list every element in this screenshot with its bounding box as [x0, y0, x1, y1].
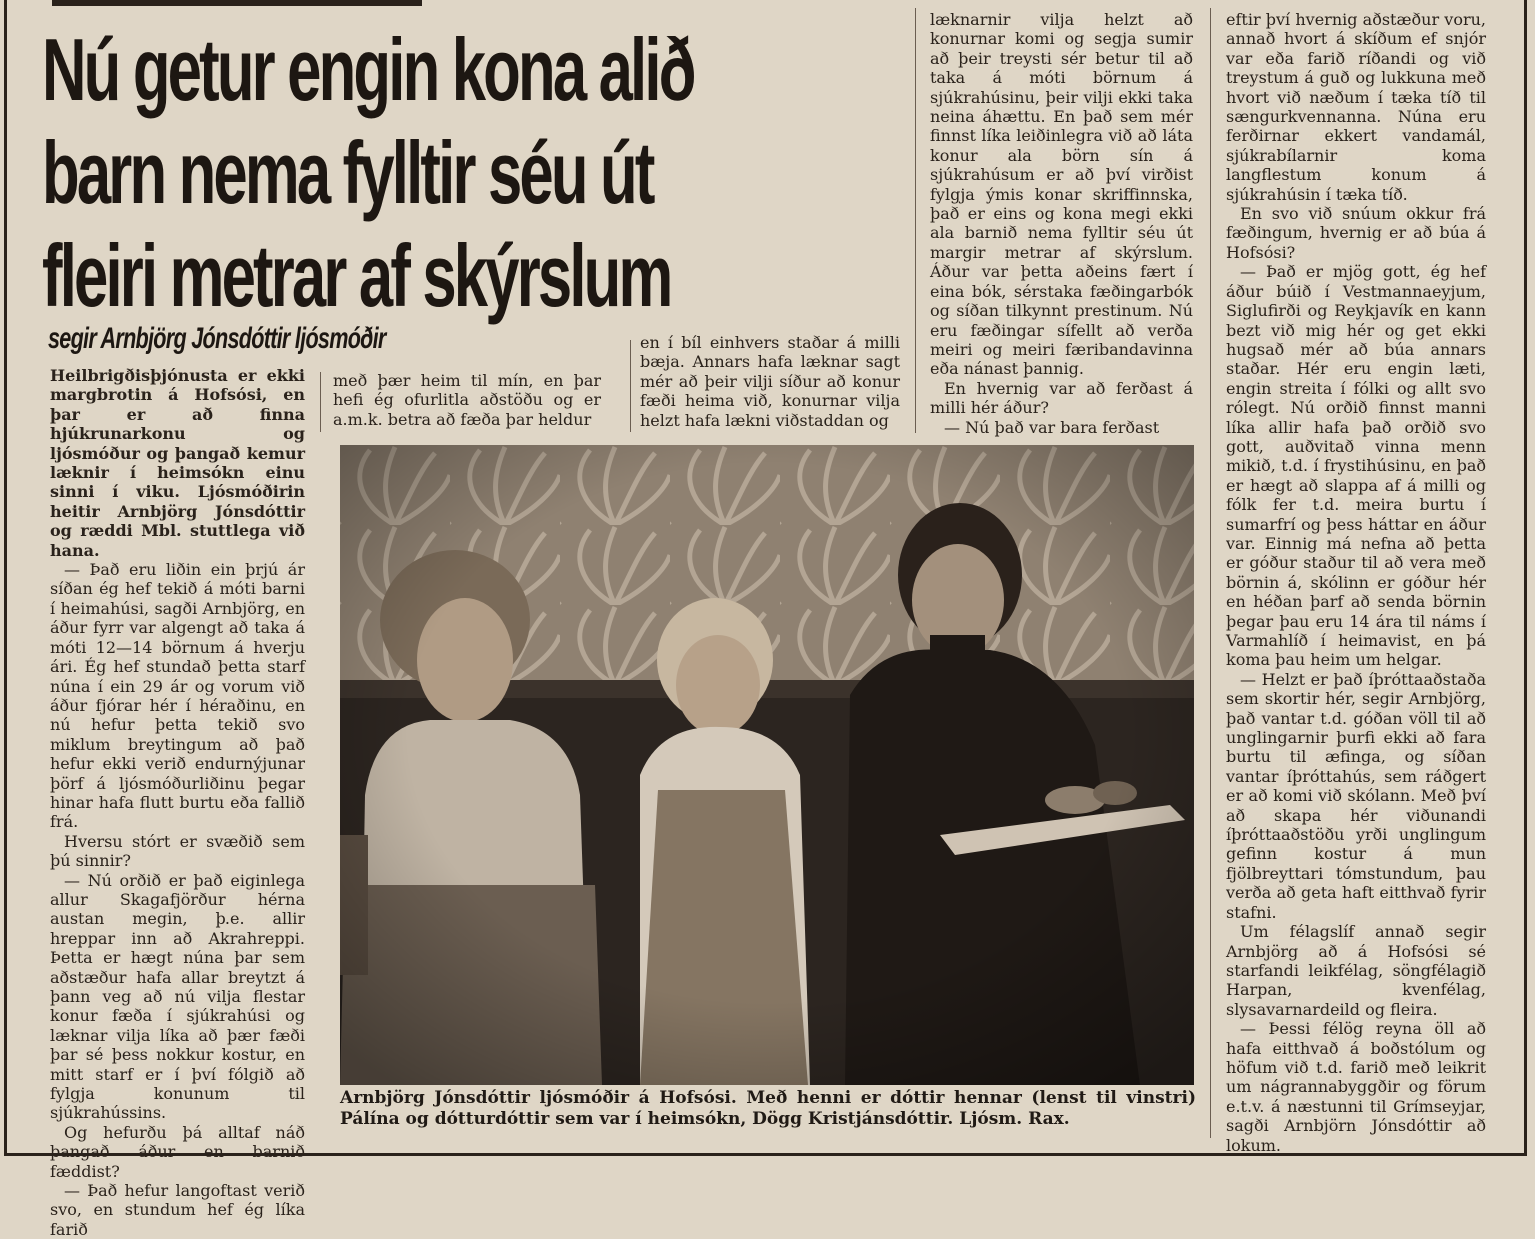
headline-line-1: Nú getur engin kona alið [42, 20, 694, 119]
article-paragraph: — Þessi félög reyna öll að hafa eitthvað á boðstólum og höfum við t.d. farið með leikrit um nágrannabyggðir og förum e.t.v. á næstunni til Grímseyjar, sagði Arnbjörn Jónsdóttir að lokum. [1226, 1019, 1486, 1155]
photo-caption: Arnbjörg Jónsdóttir ljósmóðir á Hofsósi. Með henni er dóttir hennar (lenst til vinstri) Pálína og dótturdóttir sem var í heimsókn, Dögg Kristjánsdóttir. Ljósm. Rax. [340, 1088, 1196, 1129]
article-paragraph: — Það er mjög gott, ég hef áður búið í Vestmannaeyjum, Siglufirði og Reykjavík en kann bezt við mig hér og get ekki hugsað mér að búa annars staðar. Hér eru engin læti, engin streita í fólki og allt svo rólegt. Nú orðið finnst manni líka allir hafa það orðið svo gott, auðvitað vinna menn mikið, t.d. í frystihúsinu, en það er hægt að slappa af á milli og fólk fer t.d. meira burtu í sumarfrí og þess háttar en áður var. Einnig má nefna að þetta er góður staður til að vera með börnin á, skólinn er góður hér en héðan þarf að senda börnin þegar þau eru 14 ára til náms í Varmahlíð í heimavist, en þá koma þau heim um helgar. [1226, 262, 1486, 670]
article-column-4 [930, 10, 1193, 437]
column-divider [1210, 8, 1211, 1138]
top-rule [52, 0, 422, 6]
photo-illustration [340, 445, 1194, 1085]
article-column-1 [50, 366, 305, 1239]
article-paragraph: Um félagslíf annað segir Arnbjörg að á Hofsósi sé starfandi leikfélag, söngfélagið Harpan, kvenfélag, slysavarnardeild og fleira. [1226, 922, 1486, 1019]
headline [42, 18, 694, 327]
article-lede: Heilbrigðisþjónusta er ekki margbrotin á Hofsósi, en þar er að finna hjúkrunarkonu og ljósmóður og þangað kemur læknir í heimsókn einu sinni í viku. Ljósmóðirin heitir Arnbjörg Jónsdóttir og ræddi Mbl. stuttlega við hana. [50, 366, 305, 560]
article-question: En svo við snúum okkur frá fæðingum, hvernig er að búa á Hofsósi? [1226, 204, 1486, 262]
article-paragraph: með þær heim til mín, en þar hefi ég ofurlitla aðstöðu og er a.m.k. betra að fæða þar heldur [333, 371, 601, 429]
article-question: Hversu stórt er svæðið sem þú sinnir? [50, 831, 305, 871]
article-column-2 [333, 371, 601, 429]
article-paragraph: — Það eru liðin ein þrjú ár síðan ég hef tekið á móti barni í heimahúsi, sagði Arnbjörg, en áður fyrr var algengt að taka á móti 12—14 börnum á hverju ári. Ég hef stundað þetta starf núna í ein 29 ár og vorum við áður fjórar hér í héraðinu, en nú hefur þetta tekið svo miklum breytingum að það hefur ekki verið endurnýjunar þörf á ljósmóðurliðinu þegar hinar hafa flutt burtu eða fallið frá. [50, 560, 305, 832]
article-column-5 [1226, 10, 1486, 1155]
byline: segir Arnbjörg Jónsdóttir ljósmóðir [48, 322, 386, 355]
article-paragraph: — Nú orðið er það eiginlega allur Skagafjörður hérna austan megin, þ.e. allir hreppar inn að Akrahreppi. Þetta er hægt núna þar sem aðstæður hafa allar breytzt á þann veg að nú vilja flestar konur fæða í sjúkrahúsi og læknar vilja líka að þær fæði þar sé þess nokkur kostur, en mitt starf er í því fólgið að fylgja konunum til sjúkrahússins. [50, 870, 305, 1123]
article-question: En hvernig var að ferðast á milli hér áður? [930, 378, 1193, 418]
article-question: Og hefurðu þá alltaf náð þangað áður en barnið fæddist? [50, 1122, 305, 1181]
column-divider [630, 340, 631, 432]
article-paragraph: — Nú það var bara ferðast [944, 417, 1160, 437]
article-paragraph: eftir því hvernig aðstæður voru, annað hvort á skíðum ef snjór var eða farið ríðandi og við treystum á guð og lukkuna með hvort við næðum í tæka tíð til sængurkvennanna. Núna eru ferðirnar ekkert vandamál, sjúkrabílarnir koma langflestum konum á sjúkrahúsin í tæka tíð. [1226, 10, 1486, 204]
column-divider [320, 372, 321, 432]
article-paragraph: — Það hefur langoftast verið svo, en stundum hef ég líka farið [50, 1181, 305, 1239]
headline-line-2: barn nema fylltir séu út [42, 123, 653, 222]
article-paragraph: — Helzt er það íþróttaaðstaða sem skortir hér, segir Arnbjörg, það vantar t.d. góðan völl til að unglingarnir þurfi ekki að fara burtu til æfinga, og síðan vantar íþróttahús, sem ráðgert er að komi við skólann. Með því að skapa hér viðunandi íþróttaaðstöðu yrði unglingum gefinn kostur á mun fjölbreyttari tómstundum, þau verða að geta haft eitthvað fyrir stafni. [1226, 669, 1486, 922]
article-photo [340, 445, 1194, 1085]
column-divider [915, 8, 916, 433]
article-paragraph: læknarnir vilja helzt að konurnar komi og segja sumir að þeir treysti sér betur til að taka á móti börnum á sjúkrahúsinu, þeir vilji ekki taka neina áhættu. En það sem mér finnst líka leiðinlegra við að láta konur ala börn sín á sjúkrahúsum er að því virðist fylgja ýmis konar skriffinnska, það er eins og kona megi ekki ala barnið nema fylltir séu út margir metrar af skýrslum. Áður var þetta aðeins fært í eina bók, sérstaka fæðingarbók og síðan tilkynnt prestinum. Nú eru fæðingar sífellt að verða meiri og meiri færibandavinna eða nánast þannig. [930, 10, 1193, 379]
headline-line-3: fleiri metrar af skýrslum [42, 226, 671, 325]
article-paragraph: en í bíl einhvers staðar á milli bæja. Annars hafa læknar sagt mér að þeir vilji síður að konur fæði heima við, konurnar vilja helzt hafa lækni viðstaddan og [640, 333, 900, 430]
article-column-3 [640, 333, 900, 430]
